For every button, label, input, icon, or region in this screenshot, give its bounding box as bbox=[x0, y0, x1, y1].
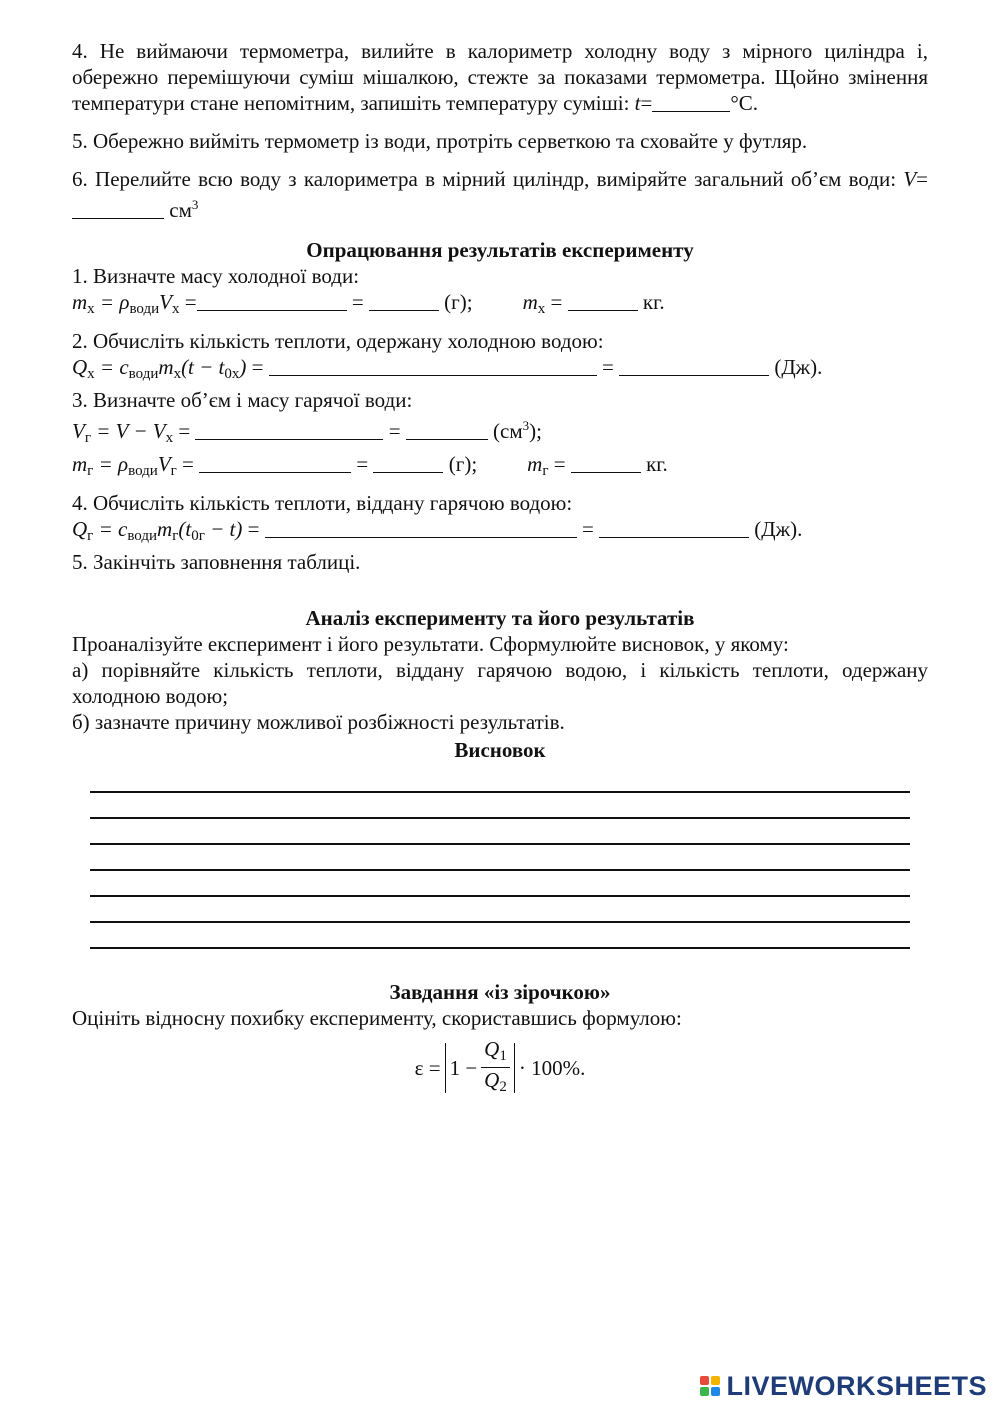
analysis-item-b: б) зазначте причину можливої розбіжності результатів. bbox=[72, 710, 565, 734]
v-var: V bbox=[159, 290, 172, 314]
eq-sign: = bbox=[251, 355, 264, 379]
conclusion-line-2[interactable] bbox=[90, 793, 910, 819]
processing-title: Опрацювання результатів експерименту bbox=[306, 238, 694, 262]
hot-mass-calc-field[interactable] bbox=[199, 454, 351, 473]
hot-volume-calc-field[interactable] bbox=[195, 421, 383, 440]
liveworksheets-logo bbox=[700, 1373, 987, 1399]
eq-sign: = bbox=[356, 452, 369, 476]
eq-sign: = bbox=[179, 290, 197, 314]
sub: г bbox=[84, 430, 91, 446]
hot-volume-formula bbox=[72, 413, 928, 451]
v-var: V bbox=[157, 452, 171, 476]
sub: х bbox=[165, 430, 174, 446]
q2-var: Q bbox=[484, 1067, 500, 1092]
conclusion-lines bbox=[90, 775, 910, 949]
c-var: = c bbox=[94, 355, 129, 379]
m-var: m bbox=[527, 452, 543, 476]
hot-volume-result-field[interactable] bbox=[406, 421, 488, 440]
analysis-intro: Проаналізуйте експеримент і його результати. Сформулюйте висновок, у якому: bbox=[72, 632, 789, 656]
hot-mass-kg-field[interactable] bbox=[571, 454, 641, 473]
unit-sup: 3 bbox=[191, 197, 199, 212]
hot-mass-formula bbox=[72, 451, 928, 484]
unit-kg: кг. bbox=[646, 452, 668, 476]
sub: х bbox=[87, 301, 95, 317]
step-6 bbox=[72, 166, 928, 223]
cold-heat-calc-field[interactable] bbox=[269, 357, 597, 376]
cold-mass-calc-field[interactable] bbox=[197, 292, 347, 311]
q-fraction bbox=[481, 1038, 510, 1099]
t-expr-end: − t) bbox=[204, 517, 243, 541]
sub: х bbox=[87, 366, 95, 382]
step-5: 5. Обережно вийміть термометр із води, протріть серветкою та сховайте у футляр. bbox=[72, 129, 808, 153]
step-4-text: 4. Не виймаючи термометра, вилийте в калориметр холодну воду з мірного циліндра і, обережно перемішуючи суміш мішалкою, стежте за показами термометра. Щойно змінення температури стане непомітним, запишіть температуру суміші: bbox=[72, 39, 928, 115]
logo-text: LIVEWORKSHEETS bbox=[726, 1371, 987, 1401]
unit-j: (Дж). bbox=[754, 517, 803, 541]
sub: води bbox=[129, 301, 160, 317]
worksheet-page bbox=[72, 38, 928, 1097]
m-var: m bbox=[72, 290, 88, 314]
hot-heat-calc-field[interactable] bbox=[265, 519, 577, 538]
eq-sign: = bbox=[916, 167, 929, 191]
cold-mass-formula bbox=[72, 289, 928, 322]
percent-tail: · 100%. bbox=[518, 1056, 586, 1080]
eq-sign: = bbox=[581, 517, 594, 541]
conclusion-line-4[interactable] bbox=[90, 845, 910, 871]
eq-sign: = bbox=[351, 290, 364, 314]
m-var: m bbox=[72, 452, 88, 476]
v-var: V bbox=[903, 167, 917, 191]
cold-heat-formula bbox=[72, 354, 928, 387]
processing-step-1: 1. Визначте масу холодної води: bbox=[72, 264, 360, 288]
processing-step-2: 2. Обчисліть кількість теплоти, одержану холодною водою: bbox=[72, 329, 604, 353]
sub: х bbox=[171, 301, 180, 317]
eq-sign: = bbox=[178, 419, 191, 443]
v-var: V bbox=[72, 419, 85, 443]
sub: г bbox=[542, 463, 549, 479]
sub: 0г bbox=[191, 528, 205, 544]
sub: води bbox=[127, 528, 158, 544]
unit-j: (Дж). bbox=[774, 355, 823, 379]
conclusion-line-5[interactable] bbox=[90, 871, 910, 897]
sub: х bbox=[173, 366, 182, 382]
sub: 1 bbox=[499, 1047, 507, 1064]
sub: г bbox=[172, 528, 179, 544]
conclusion-line-1[interactable] bbox=[90, 775, 910, 793]
c-var: = c bbox=[93, 517, 128, 541]
sub: 0х bbox=[224, 366, 240, 382]
sub: г bbox=[87, 463, 94, 479]
unit-g: (г); bbox=[444, 290, 473, 314]
t-expr: (t bbox=[178, 517, 192, 541]
conclusion-title: Висновок bbox=[454, 738, 546, 762]
rho-var: = ρ bbox=[94, 290, 130, 314]
hot-heat-result-field[interactable] bbox=[599, 519, 749, 538]
cold-mass-g-field[interactable] bbox=[369, 292, 439, 311]
one-minus: 1 − bbox=[449, 1056, 478, 1080]
total-volume-field[interactable] bbox=[72, 200, 164, 219]
unit-kg: кг. bbox=[642, 290, 665, 314]
conclusion-line-3[interactable] bbox=[90, 819, 910, 845]
star-task-title: Завдання «із зірочкою» bbox=[389, 980, 611, 1004]
m-var: m bbox=[157, 517, 173, 541]
star-task-text: Оцініть відносну похибку експерименту, скориставшись формулою: bbox=[72, 1006, 682, 1030]
paren: ) bbox=[239, 355, 247, 379]
processing-step-3: 3. Визначте об’єм і масу гарячої води: bbox=[72, 388, 413, 412]
mixture-temperature-field[interactable] bbox=[652, 93, 730, 112]
unit-end: ); bbox=[529, 419, 542, 443]
q1-var: Q bbox=[484, 1036, 500, 1061]
eq-sign: = bbox=[247, 517, 260, 541]
logo-squares-icon bbox=[700, 1376, 720, 1396]
abs-value bbox=[445, 1036, 515, 1095]
eq-sign: = bbox=[550, 290, 563, 314]
unit-sup: 3 bbox=[522, 418, 530, 433]
sub: води bbox=[128, 366, 159, 382]
epsilon-lhs: ε = bbox=[414, 1056, 441, 1080]
conclusion-line-6[interactable] bbox=[90, 897, 910, 923]
step-4 bbox=[72, 38, 928, 116]
sub: води bbox=[128, 463, 158, 479]
cold-mass-kg-field[interactable] bbox=[568, 292, 638, 311]
conclusion-line-7[interactable] bbox=[90, 923, 910, 949]
processing-step-5: 5. Закінчіть заповнення таблиці. bbox=[72, 550, 361, 574]
step-6-text: 6. Перелийте всю воду з калориметра в мірний циліндр, виміряйте загальний об’єм води: bbox=[72, 167, 897, 191]
v-expr: = V − V bbox=[90, 419, 166, 443]
m-var: m bbox=[158, 355, 174, 379]
eq-sign: = bbox=[602, 355, 614, 379]
analysis-title: Аналіз експерименту та його результатів bbox=[305, 606, 695, 630]
cold-heat-result-field[interactable] bbox=[619, 357, 769, 376]
q-var: Q bbox=[72, 517, 88, 541]
m-var: m bbox=[522, 290, 538, 314]
t-var: t bbox=[634, 91, 641, 115]
analysis-item-a: а) порівняйте кількість теплоти, віддану гарячою водою, і кількість теплоти, одержану холодною водою; bbox=[72, 658, 928, 708]
q-var: Q bbox=[72, 355, 88, 379]
t-expr: (t − t bbox=[181, 355, 225, 379]
sub: 2 bbox=[499, 1078, 507, 1095]
unit-g: (г); bbox=[448, 452, 478, 476]
unit-cm: см bbox=[169, 198, 192, 222]
sub: х bbox=[537, 301, 546, 317]
relative-error-formula bbox=[72, 1036, 928, 1097]
hot-mass-g-field[interactable] bbox=[373, 454, 443, 473]
eq-sign: = bbox=[640, 91, 653, 115]
eq-sign: = bbox=[388, 419, 401, 443]
sub: г bbox=[170, 463, 177, 479]
rho-var: = ρ bbox=[93, 452, 129, 476]
processing-step-4: 4. Обчисліть кількість теплоти, віддану гарячою водою: bbox=[72, 491, 573, 515]
unit-cm: (см bbox=[493, 419, 523, 443]
unit-celsius: °С. bbox=[730, 91, 759, 115]
hot-heat-formula bbox=[72, 516, 928, 549]
sub: г bbox=[87, 528, 94, 544]
eq-sign: = bbox=[553, 452, 566, 476]
eq-sign: = bbox=[182, 452, 194, 476]
